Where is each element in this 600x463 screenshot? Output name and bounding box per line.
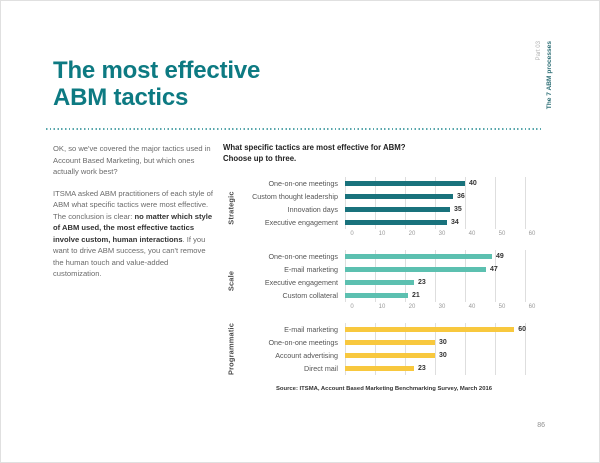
chart-row [239, 216, 541, 229]
category-label: Executive engagement [264, 277, 338, 287]
axis-tick-label: 40 [468, 230, 476, 237]
part-number: Part 03 [535, 41, 542, 61]
category-label: Custom collateral [282, 290, 338, 300]
intro-paragraph-2-start: ITSMA asked ABM practitioners of each style of ABM what specific tactics were most effective. The conclusion is clear: [53, 188, 213, 221]
value-label: 30 [439, 338, 447, 346]
x-axis [350, 302, 536, 312]
axis-tick-label: 30 [438, 230, 446, 237]
chart-question-line1: What specific tactics are most effective for ABM? [223, 143, 406, 152]
value-label: 60 [518, 325, 526, 333]
category-label: Innovation days [287, 204, 338, 214]
value-label: 34 [451, 218, 459, 226]
value-label: 30 [439, 351, 447, 359]
section-title: The 7 ABM processes [545, 41, 553, 110]
bar [345, 254, 492, 259]
chart-group-label [223, 323, 239, 375]
plot-area-row [345, 216, 526, 229]
category-label: Custom thought leadership [252, 191, 338, 201]
bar [345, 293, 408, 298]
axis-tick-label: 60 [528, 303, 536, 310]
bar [345, 181, 465, 186]
category-label: E-mail marketing [284, 324, 338, 334]
bar [345, 340, 435, 345]
category-label: Executive engagement [264, 217, 338, 227]
axis-tick-label: 20 [408, 230, 416, 237]
category-label: Account advertising [275, 350, 338, 360]
axis-tick-label: 40 [468, 303, 476, 310]
chart-row [239, 336, 541, 349]
page-title-line2: ABM tactics [53, 84, 189, 112]
plot-area-row [345, 177, 526, 190]
chart-column [223, 142, 541, 392]
intro-paragraph-1: OK, so we've covered the major tactics used in Account Based Marketing, but which ones actually work best? [53, 144, 211, 177]
charts-host [223, 177, 541, 375]
intro-paragraph-2-bold: no matter which style of ABM used, the most effective tactics involve custom, human interactions [53, 211, 213, 244]
chart-row [239, 250, 541, 263]
intro-paragraph-2 [53, 188, 213, 280]
bar-chart-scale [223, 250, 541, 312]
category-label: One-on-one meetings [268, 251, 338, 261]
value-label: 36 [457, 192, 465, 200]
axis-tick-label: 60 [528, 230, 536, 237]
chart-row [239, 190, 541, 203]
chart-group-label [223, 177, 239, 239]
value-label: 35 [454, 205, 462, 213]
bar [345, 327, 514, 332]
bar [345, 194, 453, 199]
intro-paragraph-2-end: . If you want to drive ABM success, you can't remove the human touch and value-added customization. [53, 234, 206, 279]
bar [345, 207, 450, 212]
category-label: E-mail marketing [284, 264, 338, 274]
plot-area-row [345, 336, 526, 349]
plot-area-row [345, 276, 526, 289]
page-title-line1: The most effective [53, 57, 261, 84]
source-note: Source: ITSMA, Account Based Marketing Benchmarking Survey, March 2016 [275, 385, 493, 392]
value-label: 21 [412, 291, 420, 299]
category-label: One-on-one meetings [268, 178, 338, 188]
plot-area-row [345, 203, 526, 216]
chart-question [223, 142, 541, 165]
value-label: 23 [418, 364, 426, 372]
chart-row [239, 349, 541, 362]
value-label: 40 [469, 179, 477, 187]
bar [345, 280, 414, 285]
category-label: One-on-one meetings [268, 337, 338, 347]
plot-area-row [345, 362, 526, 375]
chart-row [239, 177, 541, 190]
chart-row [239, 289, 541, 302]
bar [345, 366, 414, 371]
x-axis [350, 229, 536, 239]
plot-area-row [345, 349, 526, 362]
chart-group-label-text: Scale [226, 270, 236, 291]
chart-row [239, 323, 541, 336]
chart-group-label [223, 250, 239, 312]
axis-tick-label: 10 [378, 230, 386, 237]
axis-tick-label: 50 [498, 303, 506, 310]
axis-tick-label: 0 [350, 303, 354, 310]
plot-area-row [345, 190, 526, 203]
axis-tick-label: 30 [438, 303, 446, 310]
axis-tick-label: 20 [408, 303, 416, 310]
page-title [53, 57, 260, 111]
axis-tick-label: 50 [498, 230, 506, 237]
chart-row [239, 263, 541, 276]
bar-chart-programmatic [223, 323, 541, 375]
chart-group-label-text: Programmatic [226, 322, 236, 375]
value-label: 49 [496, 252, 504, 260]
category-label: Direct mail [304, 363, 338, 373]
dotted-divider [46, 128, 541, 130]
bar-chart-strategic [223, 177, 541, 239]
bar [345, 267, 486, 272]
axis-tick-label: 0 [350, 230, 354, 237]
chart-question-line2: Choose up to three. [223, 154, 297, 164]
chart-row [239, 276, 541, 289]
plot-area-row [345, 250, 526, 263]
chart-row [239, 203, 541, 216]
intro-column [53, 143, 213, 290]
value-label: 23 [418, 278, 426, 286]
axis-tick-label: 10 [378, 303, 386, 310]
plot-area-row [345, 289, 526, 302]
bar [345, 353, 435, 358]
plot-area-row [345, 323, 526, 336]
chart-row [239, 362, 541, 375]
value-label: 47 [490, 265, 498, 273]
plot-area-row [345, 263, 526, 276]
chart-group-label-text: Strategic [226, 190, 236, 225]
bar [345, 220, 447, 225]
page-number: 86 [537, 422, 545, 429]
sidebar-part-label [534, 41, 555, 131]
